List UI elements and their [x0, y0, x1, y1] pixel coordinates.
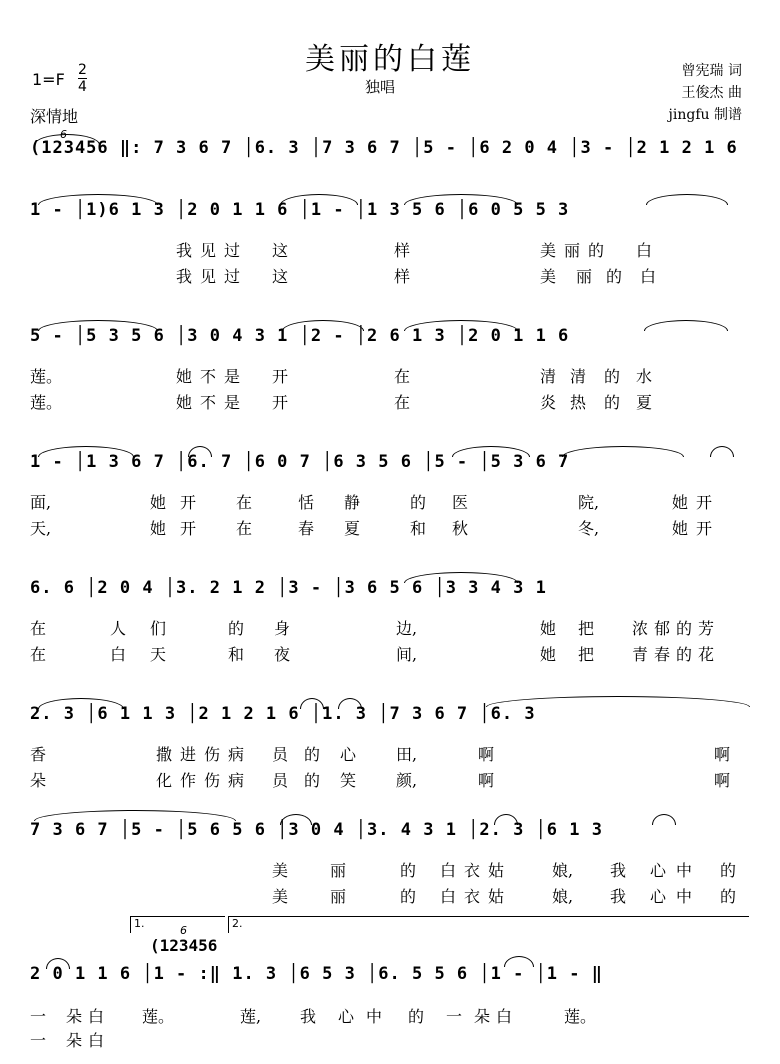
lyric: 白: [636, 241, 653, 260]
song-title: 美丽的白莲: [305, 42, 475, 77]
lyric: 开: [272, 393, 289, 412]
lyric: 白: [110, 645, 127, 664]
performance-type: 独唱: [365, 78, 396, 96]
lyric: 她: [540, 619, 557, 638]
lyric: 笑: [340, 771, 357, 790]
lyric: 她: [150, 493, 167, 512]
lyric: 啊: [714, 745, 731, 764]
lyric: 心: [338, 1007, 355, 1026]
lyric: 莲。: [564, 1007, 597, 1026]
lyric: 伤: [204, 771, 221, 790]
lyric: 莲。: [30, 393, 63, 412]
second-ending-label: 2.: [232, 917, 243, 930]
lyric: 是: [224, 367, 241, 386]
lyric: 和: [410, 519, 427, 538]
lyric: 田,: [396, 745, 418, 764]
lyric: 边,: [396, 619, 418, 638]
lyric: 中: [676, 861, 693, 880]
lyric: 白: [440, 887, 457, 906]
lyric: 心: [650, 887, 667, 906]
lyric: 我: [176, 267, 193, 286]
lyric: 员: [272, 771, 289, 790]
lyric: 面,: [30, 493, 52, 512]
lyric: 颜,: [396, 771, 418, 790]
lyric: 莲。: [30, 367, 63, 386]
lyric: 白: [440, 861, 457, 880]
lyric: 开: [180, 493, 197, 512]
lyric: 身: [274, 619, 291, 638]
lyric: 心: [340, 745, 357, 764]
lyric: 美: [272, 861, 289, 880]
lyric: 她: [176, 367, 193, 386]
time-signature: [78, 62, 87, 95]
lyric: 一: [30, 1031, 47, 1050]
lyric: 秋: [452, 519, 469, 538]
lyric: 在: [30, 645, 47, 664]
lyric: 见: [200, 241, 217, 260]
meter-bottom: 4: [78, 79, 87, 95]
lyric: 把: [578, 619, 595, 638]
lyric: 天,: [30, 519, 52, 538]
lyric: 伤: [204, 745, 221, 764]
lyric: 莲,: [240, 1007, 262, 1026]
notation-line: 7 3 6 7 │5 - │5 6 5 6 │3 0 4 │3. 4 3 1 │2. 3 │6 1 3: [30, 820, 603, 840]
lyric: 我: [610, 887, 627, 906]
lyric: 的: [408, 1007, 425, 1026]
lyric: 美: [540, 241, 557, 260]
tuplet-mark: 6: [180, 924, 187, 937]
lyric: 恬: [298, 493, 315, 512]
lyric: 的: [720, 887, 737, 906]
lyric: 白: [88, 1031, 105, 1050]
lyric: 浓: [632, 619, 649, 638]
lyric: 医: [452, 493, 469, 512]
lyric: 见: [200, 267, 217, 286]
lyric: 不: [200, 367, 217, 386]
lyric: 的: [304, 771, 321, 790]
lyric: 和: [228, 645, 245, 664]
lyric: 的: [604, 367, 621, 386]
lyric: 样: [394, 267, 411, 286]
lyric: 我: [176, 241, 193, 260]
lyric: 的: [228, 619, 245, 638]
lyric: 化: [156, 771, 173, 790]
lyric: 是: [224, 393, 241, 412]
lyric: 的: [400, 887, 417, 906]
lyric: 的: [588, 241, 605, 260]
lyric: 的: [400, 861, 417, 880]
lyric: 作: [180, 771, 197, 790]
lyric: 这: [272, 267, 289, 286]
lyric: 样: [394, 241, 411, 260]
lyric: 在: [30, 619, 47, 638]
lyric: 病: [228, 771, 245, 790]
lyric: 的: [606, 267, 623, 286]
lyric: 开: [180, 519, 197, 538]
lyric: 花: [698, 645, 715, 664]
lyric: 娘,: [552, 861, 574, 880]
notation-line: 2 0 1 1 6 │1 - :‖ 1. 3 │6 5 3 │6. 5 5 6 │1 - │1 - ‖: [30, 964, 603, 984]
notation-line: (123456 ‖: 7 3 6 7 │6. 3 │7 3 6 7 │5 - │6 2 0 4 │3 - │2 1 2 1 6: [30, 138, 738, 158]
lyric: 过: [224, 241, 241, 260]
lyricist-credit: 曾宪瑞 词: [681, 63, 742, 79]
lyric: 姑: [488, 861, 505, 880]
lyric: 啊: [478, 745, 495, 764]
notation-line: 2. 3 │6 1 1 3 │2 1 2 1 6 │1. 3 │7 3 6 7 │6. 3: [30, 704, 536, 724]
second-ending-bracket: [228, 916, 749, 933]
lyric: 开: [696, 493, 713, 512]
lyric: 病: [228, 745, 245, 764]
lyric: 一: [30, 1007, 47, 1026]
lyric: 中: [676, 887, 693, 906]
lyric: 进: [180, 745, 197, 764]
lyric: 一: [446, 1007, 463, 1026]
lyric: 天: [150, 645, 167, 664]
lyric: 在: [394, 393, 411, 412]
tempo-mood: 深情地: [30, 107, 79, 126]
lyric: 她: [150, 519, 167, 538]
intro-reprise: (123456: [150, 936, 218, 955]
lyric: 在: [394, 367, 411, 386]
lyric: 热: [570, 393, 587, 412]
lyric: 员: [272, 745, 289, 764]
tuplet-mark: 6: [60, 128, 67, 141]
lyric: 静: [344, 493, 361, 512]
lyric: 她: [540, 645, 557, 664]
lyric: 朵: [30, 771, 47, 790]
lyric: 中: [366, 1007, 383, 1026]
lyric: 芳: [698, 619, 715, 638]
lyric: 啊: [478, 771, 495, 790]
lyric: 丽: [564, 241, 581, 260]
lyric: 姑: [488, 887, 505, 906]
lyric: 炎: [540, 393, 557, 412]
notation-line: 1 - │1)6 1 3 │2 0 1 1 6 │1 - │1 3 5 6 │6 0 5 5 3: [30, 200, 570, 220]
lyric: 在: [236, 493, 253, 512]
lyric: 春: [654, 645, 671, 664]
lyric: 娘,: [552, 887, 574, 906]
lyric: 丽: [576, 267, 593, 286]
composer-credit: 王俊杰 曲: [681, 85, 742, 101]
lyric: 这: [272, 241, 289, 260]
first-ending-label: 1.: [134, 917, 145, 930]
lyric: 白: [496, 1007, 513, 1026]
lyric: 朵: [66, 1031, 83, 1050]
lyric: 的: [720, 861, 737, 880]
key-signature: 1=F: [32, 70, 65, 89]
lyric: 过: [224, 267, 241, 286]
lyric: 院,: [578, 493, 600, 512]
lyric: 香: [30, 745, 47, 764]
lyric: 白: [640, 267, 657, 286]
lyric: 夜: [274, 645, 291, 664]
lyric: 开: [272, 367, 289, 386]
arranger-credit: jingfu 制谱: [668, 107, 742, 123]
lyric: 清: [570, 367, 587, 386]
lyric: 夏: [636, 393, 653, 412]
lyric: 青: [632, 645, 649, 664]
notation-line: 6. 6 │2 0 4 │3. 2 1 2 │3 - │3 6 5 6 │3 3 4 3 1: [30, 578, 547, 598]
lyric: 的: [676, 645, 693, 664]
lyric: 我: [300, 1007, 317, 1026]
notation-line: 5 - │5 3 5 6 │3 0 4 3 1 │2 - │2 6 1 3 │2 0 1 1 6: [30, 326, 570, 346]
lyric: 的: [410, 493, 427, 512]
lyric: 人: [110, 619, 127, 638]
lyric: 她: [176, 393, 193, 412]
lyric: 朵: [66, 1007, 83, 1026]
lyric: 的: [676, 619, 693, 638]
lyric: 白: [88, 1007, 105, 1026]
lyric: 把: [578, 645, 595, 664]
lyric: 郁: [654, 619, 671, 638]
lyric: 水: [636, 367, 653, 386]
lyric: 在: [236, 519, 253, 538]
lyric: 间,: [396, 645, 418, 664]
lyric: 清: [540, 367, 557, 386]
lyric: 春: [298, 519, 315, 538]
lyric: 冬,: [578, 519, 600, 538]
lyric: 不: [200, 393, 217, 412]
lyric: 丽: [330, 861, 347, 880]
lyric: 莲。: [142, 1007, 175, 1026]
lyric: 们: [150, 619, 167, 638]
lyric: 心: [650, 861, 667, 880]
lyric: 丽: [330, 887, 347, 906]
lyric: 的: [304, 745, 321, 764]
lyric: 她: [672, 519, 689, 538]
lyric: 朵: [474, 1007, 491, 1026]
notation-line: 1 - │1 3 6 7 │6. 7 │6 0 7 │6 3 5 6 │5 - │5 3 6 7: [30, 452, 570, 472]
lyric: 衣: [464, 887, 481, 906]
first-ending-bracket: [130, 916, 225, 933]
lyric: 她: [672, 493, 689, 512]
lyric: 开: [696, 519, 713, 538]
lyric: 啊: [714, 771, 731, 790]
lyric: 的: [604, 393, 621, 412]
lyric: 夏: [344, 519, 361, 538]
lyric: 衣: [464, 861, 481, 880]
lyric: 撒: [156, 745, 173, 764]
lyric: 美: [272, 887, 289, 906]
meter-top: 2: [78, 62, 87, 78]
lyric: 我: [610, 861, 627, 880]
lyric: 美: [540, 267, 557, 286]
